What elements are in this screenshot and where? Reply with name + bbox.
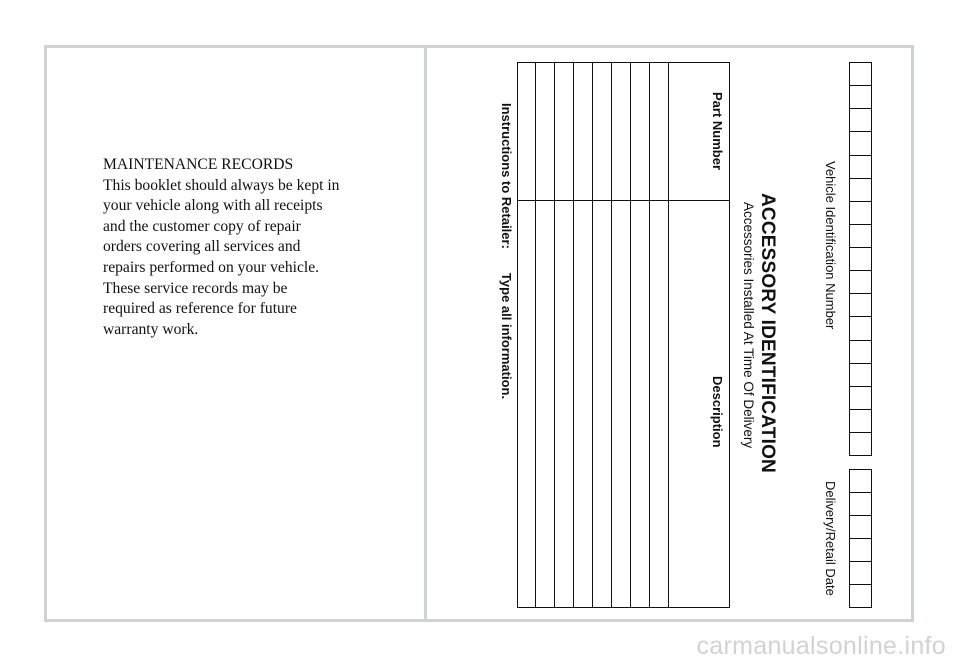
date-box[interactable] xyxy=(850,470,871,493)
maintenance-title: MAINTENANCE RECORDS xyxy=(103,156,294,173)
accessory-subtitle: Accessories Installed At Time Of Delivery xyxy=(741,202,756,449)
vin-box[interactable] xyxy=(850,317,871,340)
fold-line xyxy=(424,48,427,619)
watermark: carmanualsonline.info xyxy=(696,632,946,660)
table-row-line xyxy=(573,63,574,607)
accessory-title: ACCESSORY IDENTIFICATION xyxy=(757,193,778,473)
accessory-identification-form xyxy=(488,57,908,617)
table-row-line xyxy=(554,63,555,607)
vin-box[interactable] xyxy=(850,341,871,364)
maintenance-line: required as reference for future xyxy=(103,300,297,318)
instructions-label: Instructions to Retailer: xyxy=(499,103,514,249)
vin-box[interactable] xyxy=(850,63,871,86)
date-box[interactable] xyxy=(850,562,871,585)
vin-box[interactable] xyxy=(850,109,871,132)
table-row-line xyxy=(535,63,536,607)
retailer-instructions xyxy=(499,103,514,399)
vin-box[interactable] xyxy=(850,86,871,109)
date-box[interactable] xyxy=(850,516,871,539)
vin-label: Vehicle Identification Number xyxy=(823,161,838,330)
table-row-line xyxy=(668,63,669,607)
table-row-line xyxy=(649,63,650,607)
vin-box[interactable] xyxy=(850,364,871,387)
vin-box[interactable] xyxy=(850,433,871,455)
vin-box[interactable] xyxy=(850,132,871,155)
date-box[interactable] xyxy=(850,585,871,607)
vin-box[interactable] xyxy=(850,248,871,271)
instructions-text: Type all information. xyxy=(499,272,514,400)
table-row-line xyxy=(592,63,593,607)
maintenance-line: repairs performed on your vehicle. xyxy=(103,258,320,276)
column-divider xyxy=(518,200,729,201)
table-row-line xyxy=(611,63,612,607)
maintenance-line: and the customer copy of repair xyxy=(103,217,301,235)
vin-box[interactable] xyxy=(850,156,871,179)
maintenance-line: your vehicle along with all receipts xyxy=(103,197,323,215)
date-box[interactable] xyxy=(850,539,871,562)
date-box[interactable] xyxy=(850,493,871,516)
maintenance-line: This booklet should always be kept in xyxy=(103,176,340,194)
vin-box[interactable] xyxy=(850,294,871,317)
vin-box[interactable] xyxy=(850,387,871,410)
date-entry-boxes[interactable] xyxy=(849,469,872,608)
maintenance-records-section xyxy=(103,155,373,340)
maintenance-line: orders covering all services and xyxy=(103,238,301,256)
vin-box[interactable] xyxy=(850,202,871,225)
vin-box[interactable] xyxy=(850,179,871,202)
part-number-header: Part Number xyxy=(710,92,725,171)
description-header: Description xyxy=(710,376,725,448)
vin-entry-boxes[interactable] xyxy=(849,62,872,456)
maintenance-line: These service records may be xyxy=(103,279,288,297)
vin-box[interactable] xyxy=(850,410,871,433)
table-row-line xyxy=(630,63,631,607)
accessory-table xyxy=(517,62,730,608)
delivery-date-label: Delivery/Retail Date xyxy=(823,481,838,596)
vin-box[interactable] xyxy=(850,271,871,294)
maintenance-line: warranty work. xyxy=(103,320,199,338)
vin-box[interactable] xyxy=(850,225,871,248)
